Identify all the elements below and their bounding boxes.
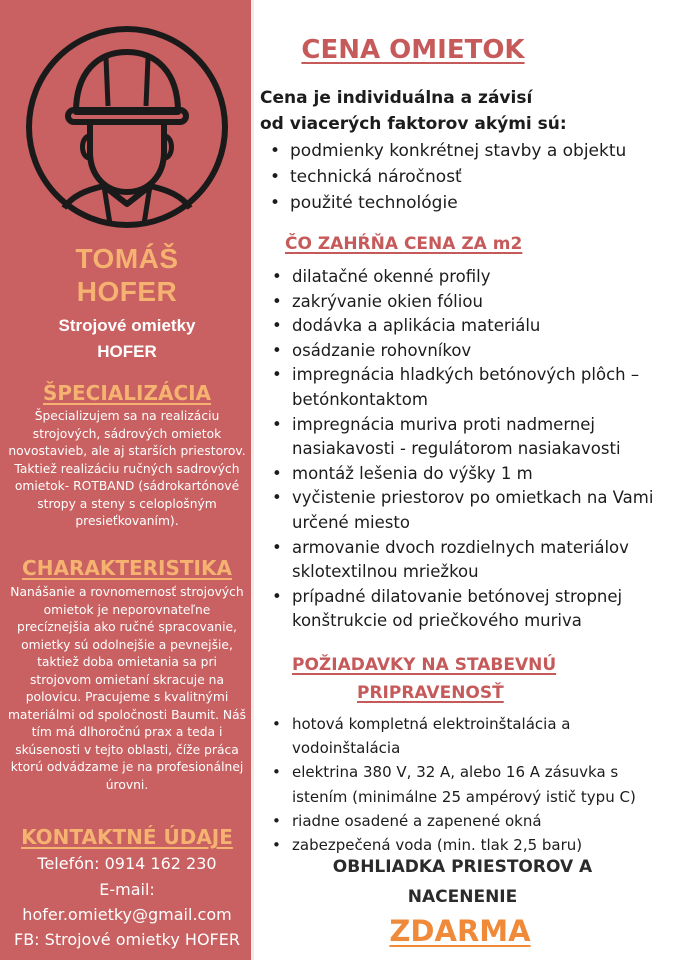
list-item: • vyčistenie priestorov po omietkach na Vami určené miesto: [270, 486, 675, 535]
offer-line-2: NACENENIE: [407, 887, 518, 907]
intro-line-2: od viacerých faktorov akými sú:: [260, 114, 567, 134]
list-item: • montáž lešenia do výšky 1 m: [270, 462, 675, 487]
sidebar: [0, 0, 254, 960]
list-item: • elektrina 380 V, 32 A, alebo 16 A zásuvka s istením (minimálne 25 ampérový istič typu C): [270, 760, 675, 808]
specialization-text: Špecializujem sa na realizáciu strojových, sádrových omietok novostavieb, ale aj starších priestorov. Taktiež realizáciu ručných sadrových omietok- ROTBAND (sádrokartónové stropy a steny s celoplošným presieťkovaním).: [8, 409, 246, 528]
characteristics-text: Nanášanie a rovnomernosť strojových omietok je neporovnateľne precíznejšia ako ručné spracovanie, omietky sú odolnejšie a pevnejšie, taktiež doba omietania sa pri strojovom omietaní skracuje na polovicu. Pracujeme s kvalitnými materiálmi od spoločnosti Baumit. Náš tím má dlhoročnú prax a teda i skúsenosti v tejto oblasti, číže práca ktorú odvádzame je na profesionálnej úrovni.: [7, 585, 247, 792]
list-item: • impregnácia muriva proti nadmernej nasiakavosti - regulátorom nasiakavosti: [270, 413, 675, 462]
company-brand: HOFER: [97, 342, 157, 361]
intro-line-1: Cena je individuálna a závisí: [260, 88, 533, 108]
includes-heading: ČO ZAHŔŇA CENA ZA m2: [285, 234, 523, 254]
list-item: • technická náročnosť: [268, 164, 673, 190]
offer-text: [290, 852, 635, 912]
requirements-heading-line-2: PRIPRAVENOSŤ: [357, 683, 504, 703]
list-item: • impregnácia hladkých betónových plôch – betónkontaktom: [270, 363, 675, 412]
price-factors-list: [268, 138, 673, 216]
characteristics-heading: CHARAKTERISTIKA: [22, 556, 232, 580]
includes-list: [270, 265, 675, 634]
requirements-heading-line-1: POŽIADAVKY NA STABEVNÚ: [292, 655, 557, 675]
list-item: • hotová kompletná elektroinštalácia a vodoinštalácia: [270, 712, 675, 760]
name-last: HOFER: [76, 276, 178, 307]
name-first: TOMÁŠ: [75, 243, 179, 274]
offer-line-1: OBHLIADKA PRIESTOROV A: [332, 857, 593, 877]
contact-phone[interactable]: Telefón: 0914 162 230: [37, 854, 217, 873]
offer-free-badge: ZDARMA: [389, 914, 531, 948]
list-item: • dilatačné okenné profily: [270, 265, 675, 290]
list-item: • prípadné dilatovanie betónovej stropnej konštrukcie od priečkového muriva: [270, 585, 675, 634]
worker-with-hard-hat-icon: [24, 24, 230, 230]
page-title: CENA OMIETOK: [301, 35, 525, 65]
intro-text: [260, 85, 670, 137]
list-item: • zabezpečená voda (min. tlak 2,5 baru): [270, 833, 675, 857]
list-item: • podmienky konkrétnej stavby a objektu: [268, 138, 673, 164]
list-item: • osádzanie rohovníkov: [270, 339, 675, 364]
list-item: • použité technológie: [268, 190, 673, 216]
contact-email[interactable]: hofer.omietky@gmail.com: [22, 905, 232, 924]
list-item: • riadne osadené a zapenené okná: [270, 809, 675, 833]
list-item: • dodávka a aplikácia materiálu: [270, 314, 675, 339]
contact-facebook[interactable]: FB: Strojové omietky HOFER: [14, 930, 240, 949]
contact-heading: KONTAKTNÉ ÚDAJE: [21, 825, 233, 849]
specialization-heading: ŠPECIALIZÁCIA: [42, 381, 212, 405]
contact-email-label: E-mail:: [99, 880, 155, 899]
list-item: • armovanie dvoch rozdielnych materiálov sklotextilnou mriežkou: [270, 536, 675, 585]
requirements-list: [270, 712, 675, 857]
company-name: Strojové omietky: [58, 316, 196, 335]
list-item: • zakrývanie okien fóliou: [270, 290, 675, 315]
